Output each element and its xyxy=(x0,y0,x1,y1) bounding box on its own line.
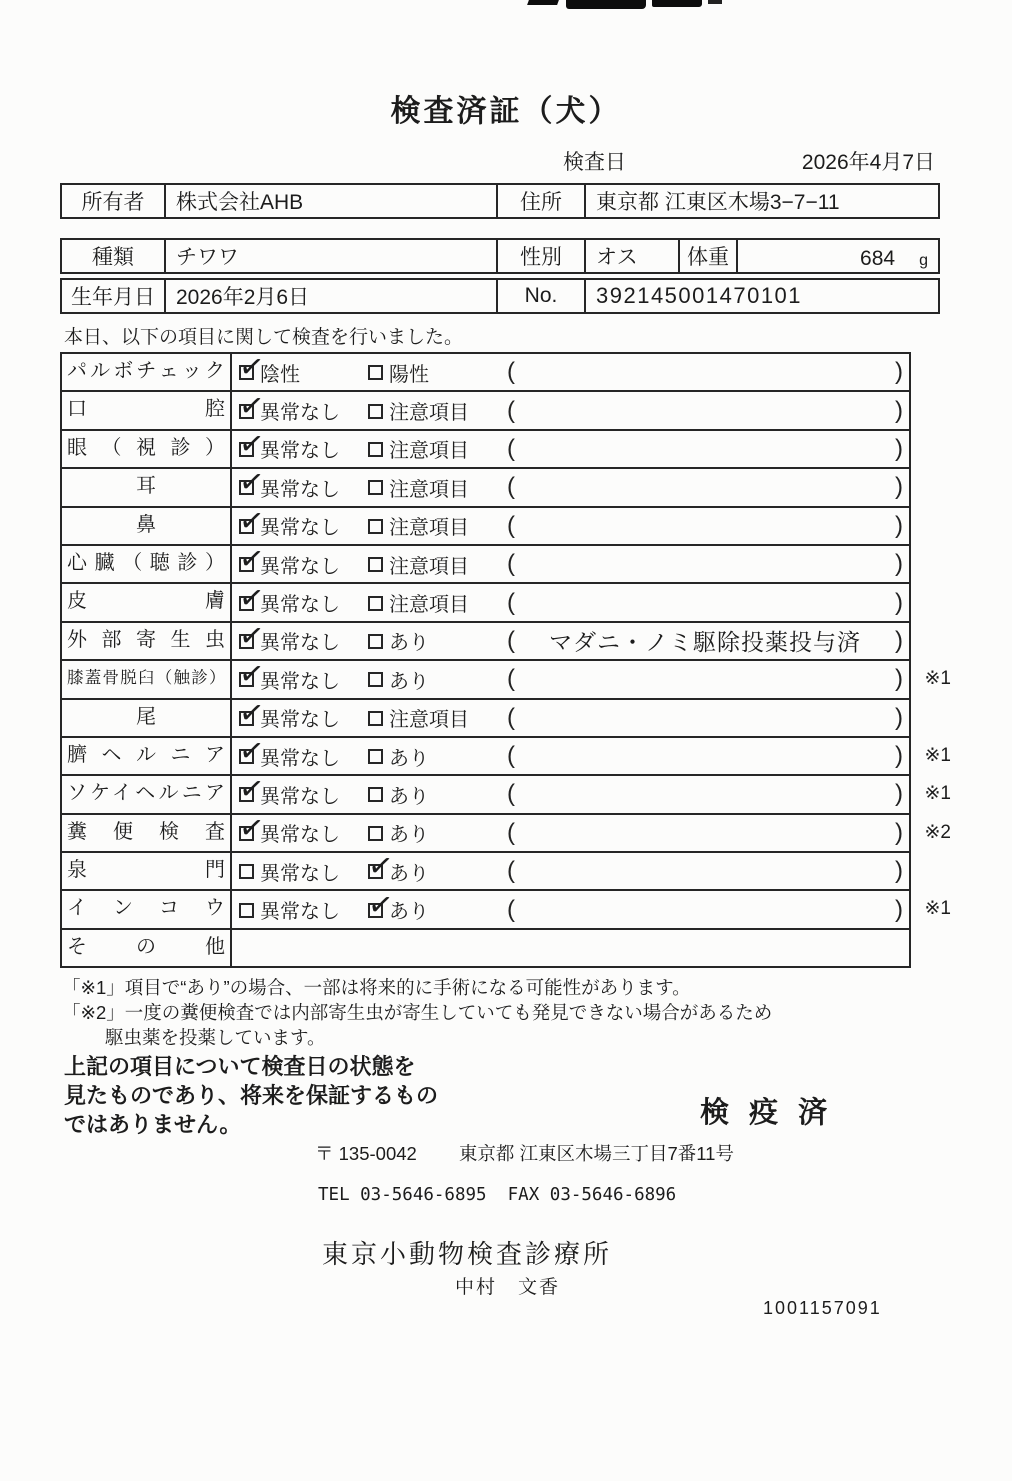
option-label: 異常なし xyxy=(260,824,340,847)
item-name: 糞便検査 xyxy=(62,815,232,851)
checkbox-unchecked-icon xyxy=(368,749,383,764)
inspection-row xyxy=(62,623,909,661)
footnotes xyxy=(62,975,772,1050)
item-result xyxy=(232,508,909,544)
birthdate-label: 生年月日 xyxy=(62,280,166,312)
footnote-mark: ※1 xyxy=(924,783,951,805)
birthdate-value: 2026年2月6日 xyxy=(166,280,498,312)
item-result xyxy=(232,853,909,889)
checkbox-checked-icon xyxy=(239,634,254,649)
option-label: 注意項目 xyxy=(389,478,469,501)
checkbox-unchecked-icon xyxy=(368,596,383,611)
item-result xyxy=(232,776,909,812)
close-paren: ) xyxy=(895,818,903,846)
close-paren: ) xyxy=(895,665,903,693)
checkbox-checked-icon xyxy=(239,557,254,572)
clinic-name: 東京小動物検査診療所 xyxy=(322,1239,613,1269)
item-name: 尾 xyxy=(62,700,232,736)
checkbox-checked-icon xyxy=(239,787,254,802)
item-name: 臍ヘルニア xyxy=(62,738,232,774)
inspection-date-value: 2026年4月7日 xyxy=(801,151,935,174)
close-paren: ) xyxy=(895,511,903,539)
option-label: 注意項目 xyxy=(389,517,469,540)
option-label: 注意項目 xyxy=(389,440,469,463)
checkbox-unchecked-icon xyxy=(368,634,383,649)
tel-fax-line: TEL 03-5646-6895 FAX 03-5646-6896 xyxy=(318,1185,677,1205)
option-label: 注意項目 xyxy=(389,594,469,617)
open-paren: ( xyxy=(507,396,515,424)
open-paren: ( xyxy=(507,588,515,616)
option-label: あり xyxy=(389,785,429,808)
footnote-2-continued: 駆虫薬を投薬しています。 xyxy=(105,1027,326,1048)
item-result xyxy=(232,546,909,582)
open-paren: ( xyxy=(507,665,515,693)
remark-text: マダニ・ノミ駆除投薬投与済 xyxy=(549,629,861,656)
footnote-mark: ※1 xyxy=(924,668,951,690)
open-paren: ( xyxy=(507,742,515,770)
footnote-mark: ※2 xyxy=(924,821,951,843)
checkbox-unchecked-icon xyxy=(239,864,254,879)
open-paren: ( xyxy=(507,511,515,539)
footnote-2: 「※2」一度の糞便検査では内部寄生虫が寄生していても発見できない場合があるため xyxy=(62,1002,773,1023)
weight-unit: g xyxy=(919,252,928,269)
close-paren: ) xyxy=(895,626,903,654)
option-label: あり xyxy=(389,670,429,693)
checkbox-checked-icon xyxy=(239,711,254,726)
inspection-row xyxy=(62,853,909,891)
item-name: インコウ xyxy=(62,891,232,927)
footnote-1: 「※1」項目で“あり”の場合、一部は将来的に手術になる可能性があります。 xyxy=(62,977,691,998)
open-paren: ( xyxy=(507,473,515,501)
close-paren: ) xyxy=(895,742,903,770)
close-paren: ) xyxy=(895,857,903,885)
option-label: 異常なし xyxy=(260,747,340,770)
checkbox-unchecked-icon xyxy=(368,557,383,572)
option-label: 異常なし xyxy=(260,632,340,655)
inspection-row xyxy=(62,776,951,814)
option-label: 注意項目 xyxy=(389,709,469,732)
option-label: あり xyxy=(389,862,429,885)
address-label: 住所 xyxy=(498,185,586,217)
inspection-row xyxy=(62,661,951,699)
close-paren: ) xyxy=(895,358,903,386)
item-result xyxy=(232,738,909,774)
sex-value: オス xyxy=(586,240,680,272)
item-name: 心臓（聴診） xyxy=(62,546,232,582)
item-result xyxy=(232,661,909,697)
inspection-date-label: 検査日 xyxy=(563,151,626,174)
clinic-address-line xyxy=(315,1140,734,1166)
item-name: 鼻 xyxy=(62,508,232,544)
inspection-date-row xyxy=(60,146,935,176)
option-label: 陽性 xyxy=(389,363,429,386)
close-paren: ) xyxy=(895,396,903,424)
footnote-mark: ※1 xyxy=(924,898,951,920)
weight-label: 体重 xyxy=(680,240,738,272)
veterinarian-name: 中村 文香 xyxy=(455,1277,561,1298)
item-name: その他 xyxy=(62,930,232,966)
item-name: 皮膚 xyxy=(62,584,232,620)
checkbox-checked-icon xyxy=(239,826,254,841)
owner-info-row xyxy=(60,183,940,219)
open-paren: ( xyxy=(507,703,515,731)
checkbox-checked-icon xyxy=(239,480,254,495)
document-title: 検査済証（犬） xyxy=(390,95,622,128)
item-result xyxy=(232,354,909,390)
inspection-row xyxy=(62,392,909,430)
item-name: 膝蓋骨脱臼（触診） xyxy=(62,661,232,697)
breed-info-row xyxy=(60,238,940,274)
checkbox-unchecked-icon xyxy=(368,480,383,495)
breed-value: チワワ xyxy=(166,240,498,272)
footnote-mark: ※1 xyxy=(924,744,951,766)
option-label: 異常なし xyxy=(260,440,340,463)
item-result xyxy=(232,891,909,927)
inspection-row xyxy=(62,700,909,738)
checkbox-checked-icon xyxy=(239,404,254,419)
option-label: 異常なし xyxy=(260,670,340,693)
owner-label: 所有者 xyxy=(62,185,166,217)
option-label: 注意項目 xyxy=(389,555,469,578)
checkbox-unchecked-icon xyxy=(368,365,383,380)
scan-artifact xyxy=(652,0,702,7)
close-paren: ) xyxy=(895,588,903,616)
scan-artifact xyxy=(708,0,722,4)
owner-value: 株式会社AHB xyxy=(166,185,498,217)
checkbox-checked-icon xyxy=(239,749,254,764)
checkbox-unchecked-icon xyxy=(368,404,383,419)
inspection-row xyxy=(62,469,909,507)
sex-label: 性別 xyxy=(498,240,586,272)
inspection-row xyxy=(62,815,951,853)
disclaimer-line-3: ではありません。 xyxy=(64,1112,242,1137)
inspection-row xyxy=(62,738,951,776)
open-paren: ( xyxy=(507,434,515,462)
scan-artifact xyxy=(566,0,646,9)
clinic-address: 東京都 江東区木場三丁目7番11号 xyxy=(458,1143,734,1164)
item-name: 耳 xyxy=(62,469,232,505)
item-name: 眼（視診） xyxy=(62,431,232,467)
open-paren: ( xyxy=(507,626,515,654)
number-value: 392145001470101 xyxy=(596,283,803,308)
checkbox-unchecked-icon xyxy=(368,519,383,534)
checkbox-checked-icon xyxy=(239,596,254,611)
inspection-row xyxy=(62,354,909,392)
disclaimer-text xyxy=(64,1052,438,1139)
option-label: 異常なし xyxy=(260,901,340,924)
serial-number: 1001157091 xyxy=(763,1298,882,1318)
breed-label: 種類 xyxy=(62,240,166,272)
close-paren: ) xyxy=(895,703,903,731)
close-paren: ) xyxy=(895,473,903,501)
item-result xyxy=(232,700,909,736)
checkbox-checked-icon xyxy=(239,519,254,534)
scan-artifact xyxy=(527,0,559,5)
checkbox-unchecked-icon xyxy=(368,672,383,687)
option-label: 異常なし xyxy=(260,594,340,617)
option-label: 異常なし xyxy=(260,478,340,501)
address-value: 東京都 江東区木場3−7−11 xyxy=(596,191,840,214)
option-label: あり xyxy=(389,824,429,847)
inspection-row xyxy=(62,891,951,929)
close-paren: ) xyxy=(895,780,903,808)
inspection-row xyxy=(62,584,909,622)
inspection-row xyxy=(62,431,909,469)
item-name: 外部寄生虫 xyxy=(62,623,232,659)
open-paren: ( xyxy=(507,857,515,885)
intro-text: 本日、以下の項目に関して検査を行いました。 xyxy=(64,327,464,348)
item-result xyxy=(232,815,909,851)
item-result xyxy=(232,623,909,659)
postal-code: 〒 135-0042 xyxy=(315,1143,417,1164)
option-label: あり xyxy=(389,632,429,655)
checkbox-unchecked-icon xyxy=(239,903,254,918)
item-name: パルボチェック xyxy=(62,354,232,390)
option-label: 注意項目 xyxy=(389,402,469,425)
inspection-row xyxy=(62,508,909,546)
close-paren: ) xyxy=(895,895,903,923)
option-label: 異常なし xyxy=(260,709,340,732)
checkbox-checked-icon xyxy=(368,864,383,879)
open-paren: ( xyxy=(507,358,515,386)
open-paren: ( xyxy=(507,550,515,578)
item-name: 泉門 xyxy=(62,853,232,889)
checkbox-unchecked-icon xyxy=(368,787,383,802)
option-label: 異常なし xyxy=(260,555,340,578)
item-result xyxy=(232,431,909,467)
item-name: 口腔 xyxy=(62,392,232,428)
weight-value: 684 xyxy=(860,247,896,270)
open-paren: ( xyxy=(507,780,515,808)
open-paren: ( xyxy=(507,818,515,846)
option-label: 異常なし xyxy=(260,862,340,885)
option-label: あり xyxy=(389,747,429,770)
inspection-row xyxy=(62,546,909,584)
option-label: 陰性 xyxy=(260,363,300,386)
close-paren: ) xyxy=(895,434,903,462)
option-label: あり xyxy=(389,901,429,924)
item-result xyxy=(232,930,909,966)
checkbox-unchecked-icon xyxy=(368,711,383,726)
checkbox-unchecked-icon xyxy=(368,442,383,457)
inspection-row xyxy=(62,930,909,968)
item-result xyxy=(232,392,909,428)
number-label: No. xyxy=(498,280,586,312)
weight-cell xyxy=(738,240,938,272)
open-paren: ( xyxy=(507,895,515,923)
item-result xyxy=(232,469,909,505)
inspection-table xyxy=(60,352,951,968)
checkbox-checked-icon xyxy=(239,672,254,687)
item-result xyxy=(232,584,909,620)
disclaimer-line-1: 上記の項目について検査日の状態を xyxy=(64,1054,416,1079)
birth-info-row xyxy=(60,278,940,314)
option-label: 異常なし xyxy=(260,785,340,808)
option-label: 異常なし xyxy=(260,517,340,540)
item-name: ソケイヘルニア xyxy=(62,776,232,812)
quarantine-stamp: 検 疫 済 xyxy=(700,1097,834,1129)
checkbox-unchecked-icon xyxy=(368,826,383,841)
checkbox-checked-icon xyxy=(239,365,254,380)
checkbox-checked-icon xyxy=(239,442,254,457)
option-label: 異常なし xyxy=(260,402,340,425)
checkbox-checked-icon xyxy=(368,903,383,918)
disclaimer-line-2: 見たものであり、将来を保証するもの xyxy=(64,1083,439,1108)
close-paren: ) xyxy=(895,550,903,578)
